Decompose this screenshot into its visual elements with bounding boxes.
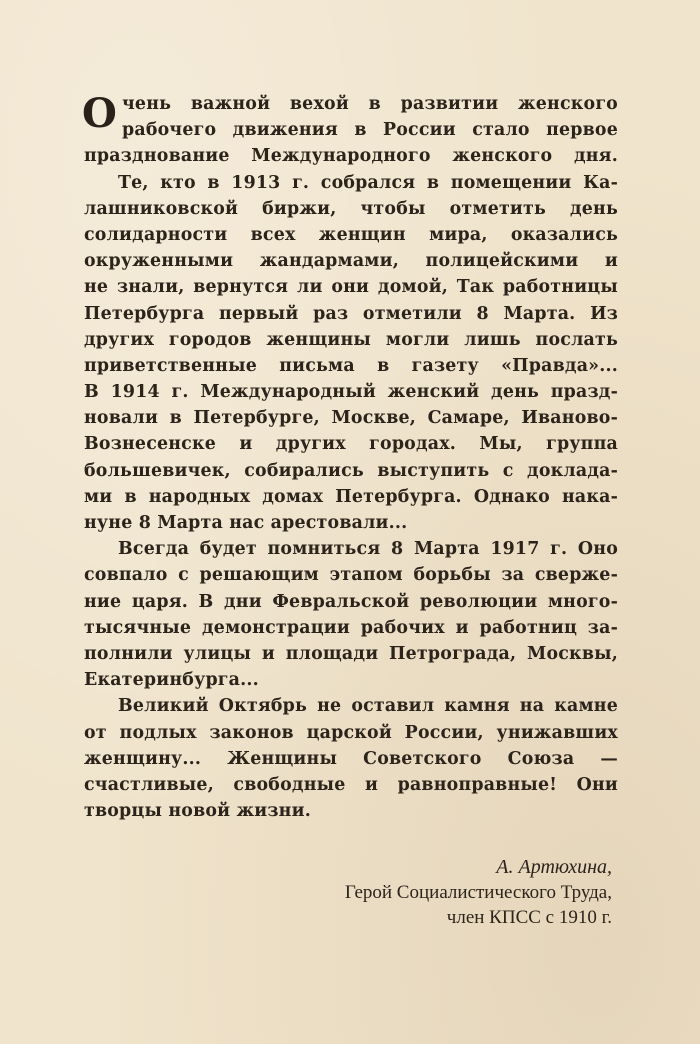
text-line: от подлых законов царской России, унижавших bbox=[84, 722, 618, 743]
text-line: счастливые, свободные и равноправные! Они bbox=[84, 774, 618, 795]
text-line: рабочего движения в России стало первое bbox=[122, 120, 618, 141]
text-line: окруженными жандармами, полицейскими и bbox=[84, 251, 618, 272]
paragraph-3 bbox=[84, 536, 618, 693]
text-line: не знали, вернутся ли они домой, Так работницы bbox=[84, 277, 618, 298]
drop-cap-letter: О bbox=[82, 90, 117, 137]
article-body bbox=[84, 91, 618, 824]
text-line: тысячные демонстрации рабочих и работниц за- bbox=[84, 617, 618, 638]
signature-block bbox=[345, 855, 612, 930]
text-line: Петербурга первый раз отметили 8 Марта. Из bbox=[84, 303, 618, 324]
text-line: лашниковской биржи, чтобы отметить день bbox=[84, 198, 618, 219]
text-line: празднование Международного женского дня. bbox=[84, 146, 618, 167]
author-membership: член КПСС с 1910 г. bbox=[446, 907, 612, 928]
text-line: ми в народных домах Петербурга. Однако нака- bbox=[84, 486, 618, 507]
text-line: ние царя. В дни Февральской революции много- bbox=[84, 591, 618, 612]
text-line: приветственные письма в газету «Правда»... bbox=[84, 355, 618, 376]
text-line: чень важной вехой в развитии женского bbox=[122, 94, 618, 114]
text-line: творцы новой жизни. bbox=[84, 801, 311, 822]
paragraph-4 bbox=[84, 693, 618, 824]
text-line: Вознесенске и других городах. Мы, группа bbox=[84, 434, 618, 455]
text-line: солидарности всех женщин мира, оказались bbox=[84, 224, 618, 245]
text-line: Великий Октябрь не оставил камня на камне bbox=[118, 696, 618, 717]
author-name: А. Артюхина, bbox=[496, 856, 612, 878]
text-line: В 1914 г. Международный женский день празд- bbox=[84, 382, 618, 403]
text-line: Всегда будет помниться 8 Марта 1917 г. Оно bbox=[118, 539, 618, 560]
text-line: нуне 8 Марта нас арестовали... bbox=[84, 513, 408, 533]
text-line: женщину... Женщины Советского Союза — bbox=[84, 748, 618, 769]
text-line: полнили улицы и площади Петрограда, Москвы, bbox=[84, 643, 618, 664]
text-line: большевичек, собирались выступить с доклада- bbox=[84, 460, 618, 481]
text-line: новали в Петербурге, Москве, Самаре, Иваново- bbox=[84, 408, 618, 429]
author-title: Герой Социалистического Труда, bbox=[344, 882, 612, 903]
text-line: других городов женщины могли лишь послать bbox=[84, 329, 618, 350]
text-line: совпало с решающим этапом борьбы за сверже- bbox=[84, 565, 618, 586]
paragraph-2 bbox=[84, 170, 618, 537]
text-line: Те, кто в 1913 г. собрался в помещении Ка- bbox=[118, 172, 618, 193]
paragraph-1 bbox=[84, 91, 618, 170]
text-line: Екатеринбурга... bbox=[84, 670, 259, 691]
